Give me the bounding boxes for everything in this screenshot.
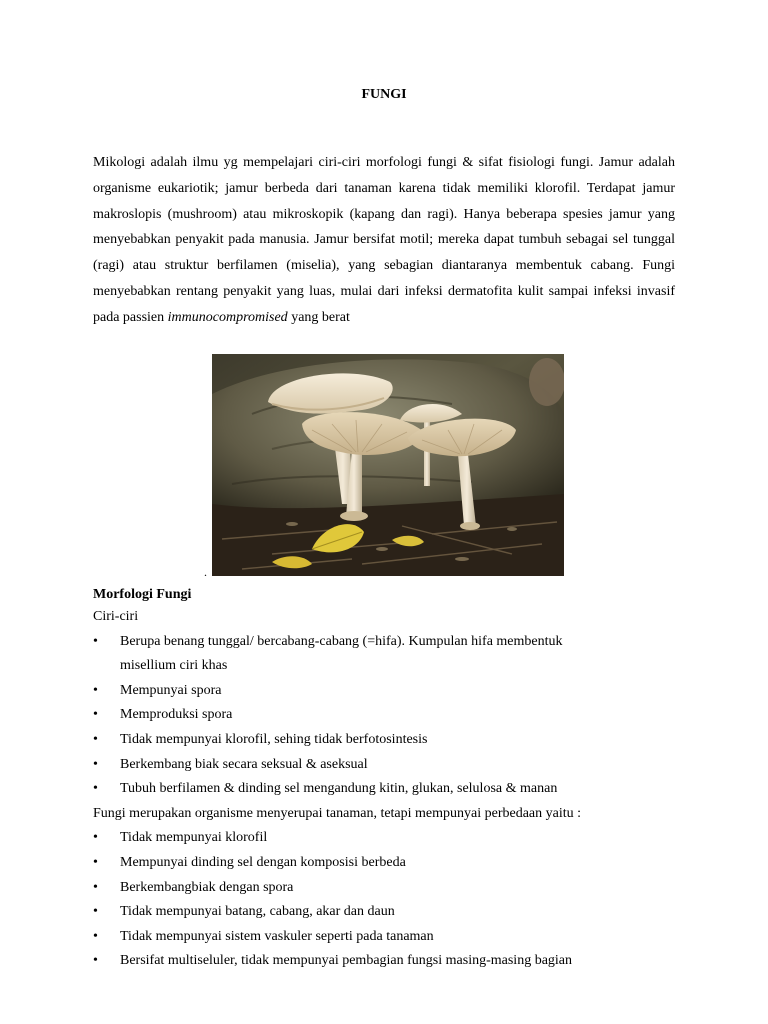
mushroom-photo: [212, 354, 564, 576]
intro-text: Mikologi adalah ilmu yg mempelajari ciri-ciri morfologi fungi & sifat fisiologi fungi. Jamur adalah organisme eukariotik; jamur berbeda dari tanaman karena tidak memiliki klorofil. Terdapat jamur makroslopis (mushroom) atau mikroskopik (kapang dan ragi). Hanya beberapa spesies jamur yang menyebabkan penyakit pada manusia. Jamur bersifat motil; mereka dapat tumbuh sebagai sel tunggal (ragi) atau struktur berfilamen (miselia), yang sebagian diantaranya membentuk cabang. Fungi menyebabkan rentang penyakit yang luas, mulai dari infeksi dermatofita kulit sampai infeksi invasif pada passien: [93, 155, 675, 325]
bullet-icon: •: [93, 707, 98, 723]
list-item: [93, 949, 683, 974]
list-item-text: Berupa benang tunggal/ bercabang-cabang (=hifa). Kumpulan hifa membentuk: [120, 633, 563, 649]
list-item: [93, 703, 683, 728]
list-item: [93, 876, 683, 901]
bullet-icon: •: [93, 633, 98, 649]
list-item-text: Tubuh berfilamen & dinding sel mengandung kitin, glukan, selulosa & manan: [120, 781, 558, 797]
bullet-icon: •: [93, 854, 98, 870]
bullet-icon: •: [93, 830, 98, 846]
section-subheading: Ciri-ciri: [93, 609, 139, 624]
list-item-text: Tidak mempunyai klorofil: [120, 830, 268, 846]
list-item-text: Mempunyai dinding sel dengan komposisi berbeda: [120, 854, 406, 870]
document-title: FUNGI: [361, 87, 407, 102]
list-item-text: Tidak mempunyai batang, cabang, akar dan daun: [120, 904, 395, 920]
section-heading: Morfologi Fungi: [93, 587, 192, 602]
figure-mark: .: [204, 565, 207, 579]
list-item-text: Tidak mempunyai sistem vaskuler seperti pada tanaman: [120, 928, 434, 944]
bullet-icon: •: [93, 731, 98, 747]
bullet-icon: •: [93, 928, 98, 944]
bullet-icon: •: [93, 682, 98, 698]
morphology-section: [93, 584, 683, 974]
list-item-text: Berkembang biak secara seksual & aseksual: [120, 756, 368, 772]
intro-italic-term: immunocompromised: [167, 309, 288, 325]
list-item-text: Berkembangbiak dengan spora: [120, 879, 294, 895]
differences-list: [93, 826, 683, 974]
list-item: [93, 753, 683, 778]
intro-paragraph: [93, 150, 675, 331]
list-item: [93, 679, 683, 704]
bullet-icon: •: [93, 879, 98, 895]
bullet-icon: •: [93, 904, 98, 920]
list-item-text: Mempunyai spora: [120, 682, 222, 698]
list-item: [93, 777, 683, 802]
characteristics-list: [93, 630, 683, 802]
list-item-text: Tidak mempunyai klorofil, sehing tidak berfotosintesis: [120, 731, 428, 747]
list-item: [93, 925, 683, 950]
list-item: [93, 900, 683, 925]
bullet-icon: •: [93, 756, 98, 772]
bullet-icon: •: [93, 781, 98, 797]
list-item: [93, 728, 683, 753]
differences-intro: Fungi merupakan organisme menyerupai tanaman, tetapi mempunyai perbedaan yaitu :: [93, 805, 582, 821]
list-item: [93, 851, 683, 876]
list-item-text-continued: misellium ciri khas: [120, 658, 228, 674]
list-item: [93, 826, 683, 851]
list-item-text: Bersifat multiseluler, tidak mempunyai pembagian fungsi masing-masing bagian: [120, 953, 573, 969]
bullet-icon: •: [93, 953, 98, 969]
list-item: [93, 630, 683, 679]
intro-text-end: yang berat: [287, 309, 350, 325]
list-item-text: Memproduksi spora: [120, 707, 233, 723]
